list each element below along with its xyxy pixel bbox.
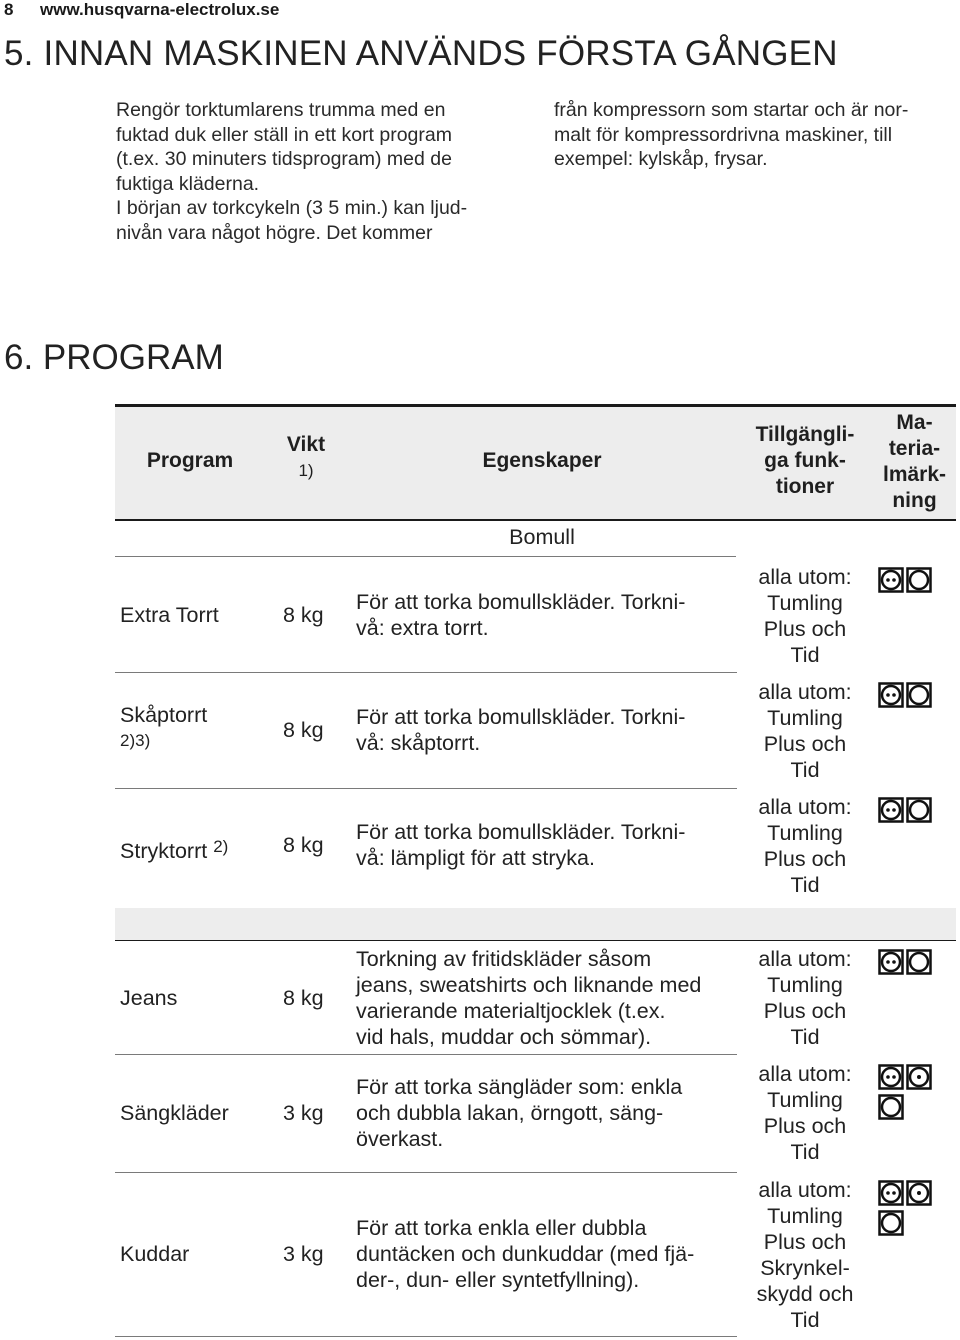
intro-line: fuktiga kläderna. bbox=[116, 172, 260, 195]
row-description bbox=[356, 1215, 741, 1293]
intro-line: malt för kompressordrivna maskiner, till bbox=[554, 123, 893, 146]
tumble-dry-low-icon bbox=[878, 682, 904, 708]
row-care-symbols bbox=[878, 949, 956, 979]
section-band bbox=[115, 908, 956, 940]
row-program-name: Skåptorrt bbox=[120, 703, 208, 727]
desc-line: jeans, sweatshirts och liknande med bbox=[356, 973, 702, 997]
header-functions-line: ga funk- bbox=[764, 449, 846, 472]
row-functions bbox=[739, 794, 871, 898]
row-program: Jeans bbox=[120, 986, 178, 1010]
func-line: Tumling bbox=[767, 1204, 843, 1228]
desc-line: och dubbla lakan, örngott, säng- bbox=[356, 1101, 664, 1125]
row-care-symbols bbox=[878, 797, 956, 827]
intro-line: från kompressorn som startar och är nor- bbox=[554, 99, 909, 121]
row-program-note: 2)3) bbox=[120, 731, 151, 750]
section-6-title: 6. PROGRAM bbox=[4, 338, 224, 377]
row-program: Kuddar bbox=[120, 1242, 190, 1266]
header-functions-line: Tillgängli- bbox=[755, 423, 855, 446]
row-weight: 8 kg bbox=[283, 986, 324, 1010]
func-line: Tid bbox=[790, 873, 820, 897]
intro-line: Rengör torktumlarens trumma med en bbox=[116, 99, 446, 121]
tumble-dry-normal-icon bbox=[906, 682, 932, 708]
row-rule bbox=[115, 1054, 737, 1055]
row-rule bbox=[115, 672, 737, 673]
header-properties: Egenskaper bbox=[482, 449, 602, 472]
row-functions bbox=[739, 564, 871, 668]
func-line: Plus och bbox=[763, 999, 847, 1023]
row-rule bbox=[115, 1172, 737, 1173]
row-program bbox=[120, 834, 280, 864]
func-line: Tumling bbox=[767, 591, 843, 615]
header-marking bbox=[873, 410, 956, 514]
section-5-title: 5. INNAN MASKINEN ANVÄNDS FÖRSTA GÅNGEN bbox=[4, 34, 838, 73]
page-number: 8 bbox=[4, 0, 14, 19]
tumble-dry-normal-icon bbox=[906, 949, 932, 975]
row-description bbox=[356, 704, 741, 756]
header-weight-note: 1) bbox=[298, 461, 314, 480]
row-description bbox=[356, 819, 741, 871]
row-program-note: 2) bbox=[213, 837, 229, 856]
header-functions bbox=[737, 422, 873, 500]
intro-line: exempel: kylskåp, frysar. bbox=[554, 148, 768, 170]
func-line: alla utom: bbox=[758, 565, 852, 589]
func-line: alla utom: bbox=[758, 947, 852, 971]
tumble-dry-normal-icon bbox=[906, 797, 932, 823]
desc-line: För att torka bomullskläder. Torkni- bbox=[356, 590, 686, 614]
func-line: Plus och bbox=[763, 847, 847, 871]
desc-line: För att torka enkla eller dubbla bbox=[356, 1216, 647, 1240]
func-line: Plus och bbox=[763, 1230, 847, 1254]
row-description bbox=[356, 1074, 741, 1152]
func-line: Tid bbox=[790, 1308, 820, 1332]
func-line: Plus och bbox=[763, 732, 847, 756]
intro-right-text bbox=[554, 98, 954, 172]
func-line: Plus och bbox=[763, 1114, 847, 1138]
row-weight: 8 kg bbox=[283, 603, 324, 627]
desc-line: För att torka bomullskläder. Torkni- bbox=[356, 820, 686, 844]
func-line: Skrynkel- bbox=[760, 1256, 850, 1280]
tumble-dry-normal-icon bbox=[878, 1210, 904, 1236]
row-care-symbols bbox=[878, 682, 956, 712]
intro-line: I början av torkcykeln (3 5 min.) kan ljud- bbox=[116, 197, 468, 219]
row-weight: 3 kg bbox=[283, 1101, 324, 1125]
func-line: skydd och bbox=[756, 1282, 854, 1306]
header-marking-line: lmärk- bbox=[882, 463, 947, 486]
intro-left-text bbox=[116, 98, 536, 245]
row-weight: 3 kg bbox=[283, 1242, 324, 1266]
intro-line: fuktad duk eller ställ in ett kort program bbox=[116, 123, 452, 146]
desc-line: För att torka bomullskläder. Torkni- bbox=[356, 705, 686, 729]
tumble-dry-dot-icon bbox=[906, 1064, 932, 1090]
func-line: Tumling bbox=[767, 973, 843, 997]
row-functions bbox=[739, 946, 871, 1050]
header-marking-line: ning bbox=[892, 489, 937, 512]
desc-line: vå: extra torrt. bbox=[356, 616, 489, 640]
header-program: Program bbox=[146, 449, 234, 472]
tumble-dry-normal-icon bbox=[878, 1094, 904, 1120]
header-functions-line: tioner bbox=[775, 475, 835, 498]
desc-line: vå: skåptorrt. bbox=[356, 731, 481, 755]
desc-line: vid hals, muddar och sömmar). bbox=[356, 1025, 652, 1049]
row-program: Sängkläder bbox=[120, 1101, 229, 1125]
tumble-dry-dot-icon bbox=[906, 1180, 932, 1206]
desc-line: För att torka sängläder som: enkla bbox=[356, 1075, 683, 1099]
func-line: Plus och bbox=[763, 617, 847, 641]
tumble-dry-low-icon bbox=[878, 949, 904, 975]
row-rule bbox=[115, 788, 737, 789]
group-label-bomull: Bomull bbox=[509, 525, 575, 549]
program-table bbox=[115, 404, 956, 1340]
row-functions bbox=[739, 1061, 871, 1165]
func-line: Tumling bbox=[767, 706, 843, 730]
header-marking-line: teria- bbox=[888, 437, 941, 460]
tumble-dry-normal-icon bbox=[906, 567, 932, 593]
tumble-dry-low-icon bbox=[878, 1064, 904, 1090]
desc-line: duntäcken och dunkuddar (med fjä- bbox=[356, 1242, 695, 1266]
header-weight-label: Vikt bbox=[286, 433, 326, 456]
intro-line: nivån vara något högre. Det kommer bbox=[116, 221, 433, 244]
row-rule bbox=[115, 1336, 737, 1337]
desc-line: vå: lämpligt för att stryka. bbox=[356, 846, 595, 870]
header-weight bbox=[265, 432, 347, 484]
row-description bbox=[356, 589, 741, 641]
func-line: alla utom: bbox=[758, 795, 852, 819]
row-weight: 8 kg bbox=[283, 718, 324, 742]
func-line: alla utom: bbox=[758, 680, 852, 704]
row-functions bbox=[739, 679, 871, 783]
row-care-symbols bbox=[878, 1064, 956, 1124]
row-program: Extra Torrt bbox=[120, 603, 219, 627]
row-care-symbols bbox=[878, 1180, 956, 1240]
header-marking-line: Ma- bbox=[896, 411, 933, 434]
tumble-dry-low-icon bbox=[878, 567, 904, 593]
func-line: Tid bbox=[790, 758, 820, 782]
tumble-dry-low-icon bbox=[878, 1180, 904, 1206]
func-line: alla utom: bbox=[758, 1178, 852, 1202]
func-line: alla utom: bbox=[758, 1062, 852, 1086]
tumble-dry-low-icon bbox=[878, 797, 904, 823]
site-url: www.husqvarna-electrolux.se bbox=[40, 0, 280, 19]
row-functions bbox=[739, 1177, 871, 1333]
row-description bbox=[356, 946, 741, 1050]
desc-line: der-, dun- eller syntetfyllning). bbox=[356, 1268, 640, 1292]
func-line: Tid bbox=[790, 643, 820, 667]
group-rule bbox=[115, 556, 736, 557]
row-program-name: Stryktorrt bbox=[120, 839, 208, 863]
intro-line: (t.ex. 30 minuters tidsprogram) med de bbox=[116, 148, 452, 170]
desc-line: överkast. bbox=[356, 1127, 444, 1151]
func-line: Tumling bbox=[767, 1088, 843, 1112]
table-header-rule bbox=[115, 519, 956, 521]
func-line: Tid bbox=[790, 1025, 820, 1049]
table-top-rule bbox=[115, 404, 956, 407]
row-care-symbols bbox=[878, 567, 956, 597]
func-line: Tumling bbox=[767, 821, 843, 845]
band-rule bbox=[115, 940, 956, 941]
func-line: Tid bbox=[790, 1140, 820, 1164]
desc-line: Torkning av fritidskläder såsom bbox=[356, 947, 652, 971]
desc-line: varierande materialtjocklek (t.ex. bbox=[356, 999, 666, 1023]
row-weight: 8 kg bbox=[283, 833, 324, 857]
row-program bbox=[120, 702, 280, 754]
